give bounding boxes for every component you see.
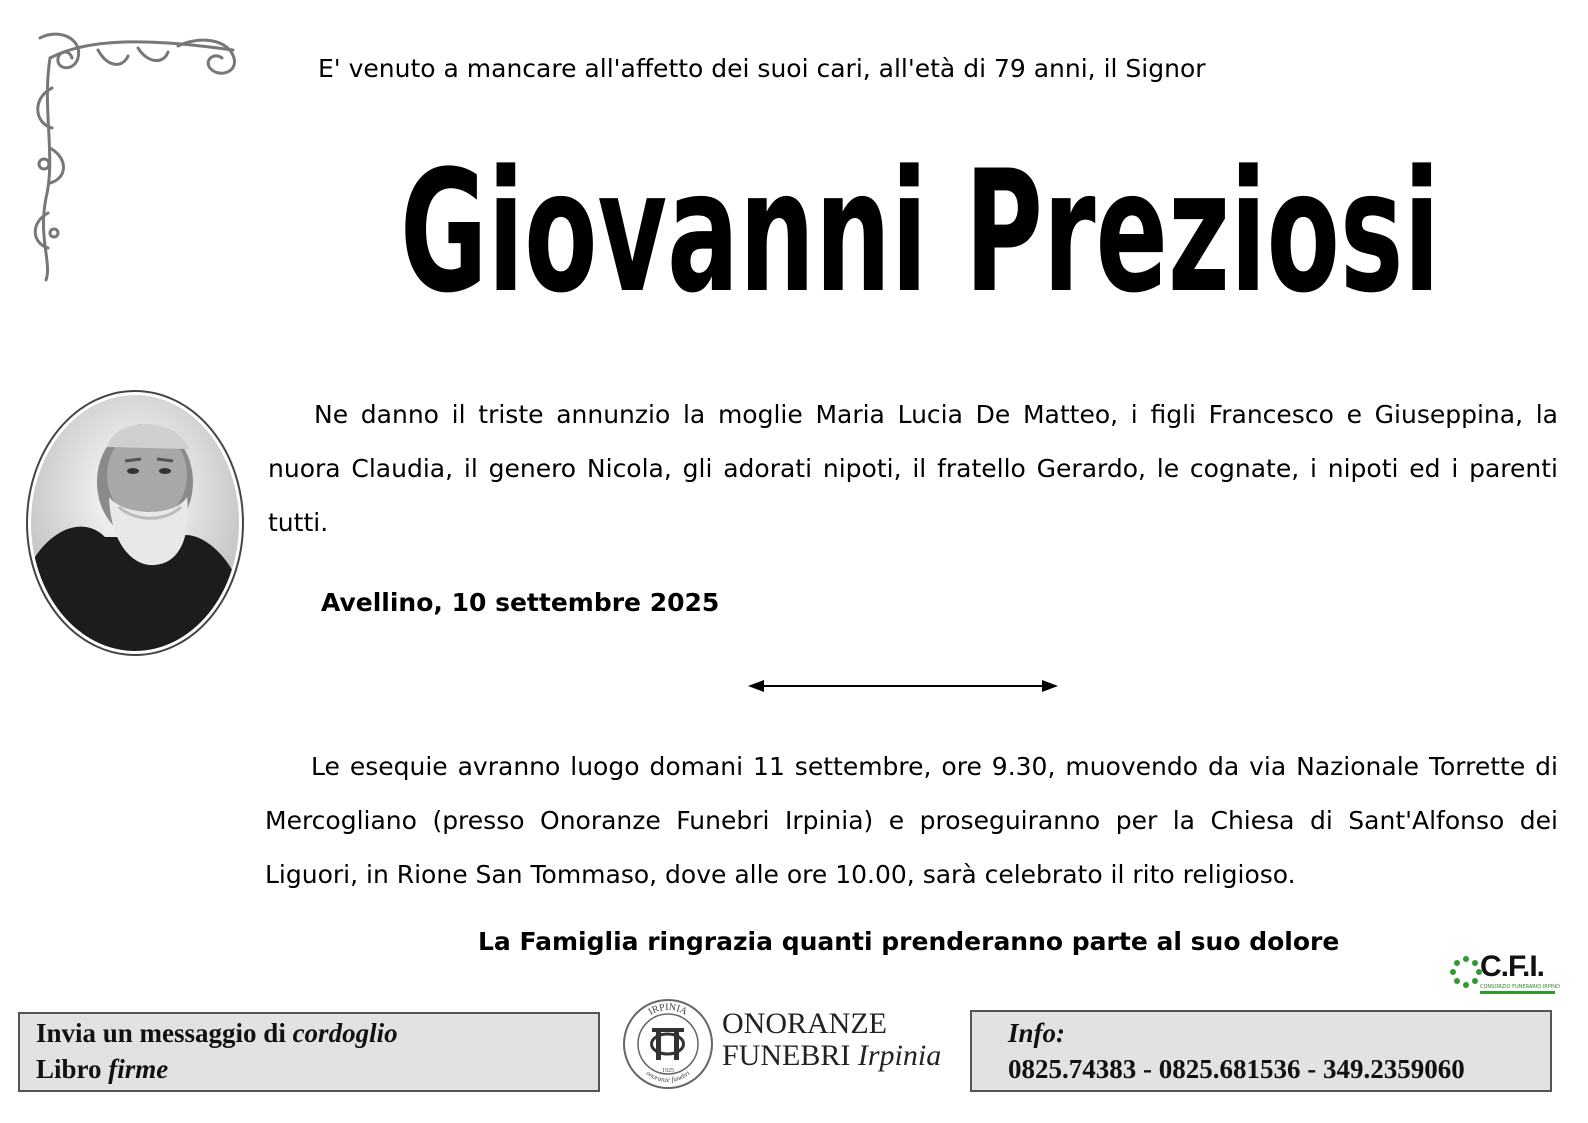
cfi-bar	[1480, 991, 1555, 994]
deceased-name-text: Giovanni Preziosi	[400, 142, 1440, 322]
info-label: Info:	[1008, 1018, 1066, 1048]
cfi-dots-icon	[1450, 956, 1482, 988]
svg-text:onoranze funebri: onoranze funebri	[644, 1069, 692, 1085]
agency-seal-logo	[618, 992, 718, 1092]
place-date: Avellino, 10 settembre 2025	[321, 588, 720, 617]
portrait-image	[25, 387, 245, 659]
announcement-paragraph	[268, 388, 1558, 550]
condolence-message-link[interactable]: Invia un messaggio di cordoglio	[36, 1018, 398, 1048]
condolence-box[interactable]	[18, 1012, 600, 1092]
funeral-text: Le esequie avranno luogo domani 11 settembre, ore 9.30, muovendo da via Nazionale Torrette di Mercogliano (presso Onoranze Funebri Irpinia) e proseguiranno per la Chiesa di Sant'Alfonso dei Liguori, in Rione San Tommaso, dove alle ore 10.00, sarà celebrato il rito religioso.	[265, 752, 1558, 889]
deceased-name	[400, 142, 1440, 322]
funeral-paragraph	[265, 740, 1558, 902]
thanks-text: La Famiglia ringrazia quanti prenderanno parte al suo dolore	[478, 927, 1340, 956]
info-box	[970, 1010, 1552, 1092]
svg-text:1925: 1925	[662, 1068, 674, 1074]
cfi-letters: C.F.I.	[1480, 950, 1545, 983]
corner-ornament-icon	[28, 28, 248, 288]
cfi-subtitle: CONSORZIO FUNERARIO IRPINO	[1480, 984, 1560, 990]
guestbook-link[interactable]: Libro firme	[36, 1054, 169, 1084]
agency-name: ONORANZE FUNEBRI Irpinia	[722, 1007, 942, 1072]
announcement-text: Ne danno il triste annunzio la moglie Maria Lucia De Matteo, i figli Francesco e Giuseppina, la nuora Claudia, il genero Nicola, gli adorati nipoti, il fratello Gerardo, le cognate, i nipoti ed i parenti tutti.	[268, 400, 1558, 537]
svg-text:IRPINIA: IRPINIA	[646, 1001, 690, 1018]
phone-numbers[interactable]: 0825.74383 - 0825.681536 - 349.2359060	[1008, 1054, 1465, 1084]
intro-text: E' venuto a mancare all'affetto dei suoi cari, all'età di 79 anni, il Signor	[318, 54, 1206, 83]
double-arrow-divider-icon	[748, 676, 1058, 696]
cfi-logo	[1450, 950, 1560, 1000]
